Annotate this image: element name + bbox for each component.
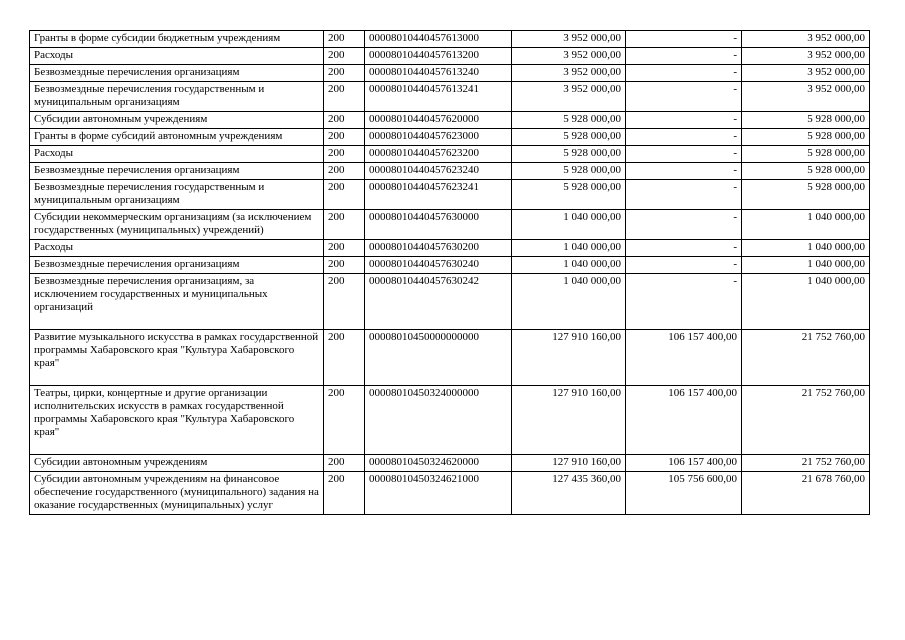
row-approved-cell <box>512 180 626 210</box>
row-remaining-cell <box>742 31 870 48</box>
row-remaining-cell <box>742 82 870 112</box>
row-executed-cell <box>626 65 742 82</box>
row-csr-cell-text: 00008010440457630200 <box>369 241 479 253</box>
row-executed-cell-text: - <box>733 241 737 253</box>
table-row <box>30 210 870 240</box>
row-approved-cell <box>512 386 626 455</box>
row-name-cell-text: Субсидии некоммерческим организациям (за исключением государственных (муниципальных) учреждений) <box>34 211 312 236</box>
row-code-cell <box>324 240 365 257</box>
row-code-cell-text: 200 <box>328 387 345 399</box>
row-remaining-cell-text: 1 040 000,00 <box>807 241 865 253</box>
table-row <box>30 240 870 257</box>
row-csr-cell-text: 00008010440457630000 <box>369 211 479 223</box>
row-approved-cell <box>512 210 626 240</box>
row-executed-cell <box>626 82 742 112</box>
row-remaining-cell <box>742 146 870 163</box>
row-approved-cell <box>512 112 626 129</box>
row-name-cell-text: Расходы <box>34 147 73 159</box>
row-remaining-cell <box>742 386 870 455</box>
row-code-cell-text: 200 <box>328 275 345 287</box>
row-remaining-cell-text: 21 752 760,00 <box>801 387 865 399</box>
row-csr-cell <box>365 210 512 240</box>
row-executed-cell-text: - <box>733 83 737 95</box>
row-executed-cell <box>626 163 742 180</box>
row-name-cell <box>30 274 324 330</box>
row-name-cell <box>30 146 324 163</box>
row-executed-cell <box>626 472 742 515</box>
row-csr-cell <box>365 31 512 48</box>
row-executed-cell <box>626 112 742 129</box>
row-remaining-cell <box>742 257 870 274</box>
row-approved-cell-text: 5 928 000,00 <box>563 147 621 159</box>
row-approved-cell-text: 3 952 000,00 <box>563 32 621 44</box>
row-code-cell-text: 200 <box>328 147 345 159</box>
row-executed-cell-text: 106 157 400,00 <box>668 387 737 399</box>
row-csr-cell <box>365 82 512 112</box>
row-name-cell-text: Субсидии автономным учреждениям на финансовое обеспечение государственного (муниципального) задания на оказание государственных (муниципальных) услуг <box>34 473 319 511</box>
row-executed-cell-text: - <box>733 258 737 270</box>
row-code-cell-text: 200 <box>328 130 345 142</box>
row-remaining-cell <box>742 240 870 257</box>
row-remaining-cell <box>742 65 870 82</box>
row-executed-cell-text: - <box>733 113 737 125</box>
table-row <box>30 31 870 48</box>
row-approved-cell-text: 1 040 000,00 <box>563 241 621 253</box>
table-row <box>30 112 870 129</box>
row-code-cell <box>324 129 365 146</box>
row-name-cell-text: Безвозмездные перечисления организациям <box>34 258 240 270</box>
row-remaining-cell-text: 1 040 000,00 <box>807 258 865 270</box>
row-executed-cell <box>626 129 742 146</box>
row-csr-cell <box>365 180 512 210</box>
row-approved-cell <box>512 472 626 515</box>
row-remaining-cell-text: 21 752 760,00 <box>801 331 865 343</box>
row-remaining-cell-text: 5 928 000,00 <box>807 164 865 176</box>
row-executed-cell-text: 105 756 600,00 <box>668 473 737 485</box>
row-executed-cell <box>626 210 742 240</box>
row-name-cell <box>30 180 324 210</box>
row-approved-cell-text: 127 910 160,00 <box>552 456 621 468</box>
row-code-cell-text: 200 <box>328 66 345 78</box>
row-code-cell-text: 200 <box>328 211 345 223</box>
row-remaining-cell <box>742 48 870 65</box>
row-name-cell <box>30 257 324 274</box>
row-executed-cell <box>626 386 742 455</box>
row-approved-cell-text: 127 910 160,00 <box>552 387 621 399</box>
table-row <box>30 274 870 330</box>
row-csr-cell-text: 00008010440457613200 <box>369 49 479 61</box>
row-approved-cell-text: 3 952 000,00 <box>563 66 621 78</box>
row-code-cell <box>324 472 365 515</box>
row-executed-cell <box>626 330 742 386</box>
row-csr-cell-text: 00008010440457623000 <box>369 130 479 142</box>
row-executed-cell-text: - <box>733 275 737 287</box>
row-name-cell-text: Расходы <box>34 241 73 253</box>
table-row <box>30 65 870 82</box>
row-remaining-cell-text: 3 952 000,00 <box>807 49 865 61</box>
row-executed-cell-text: 106 157 400,00 <box>668 456 737 468</box>
table-row <box>30 129 870 146</box>
row-code-cell <box>324 386 365 455</box>
row-executed-cell-text: - <box>733 147 737 159</box>
row-remaining-cell-text: 5 928 000,00 <box>807 181 865 193</box>
row-approved-cell-text: 1 040 000,00 <box>563 275 621 287</box>
table-row <box>30 48 870 65</box>
row-name-cell <box>30 112 324 129</box>
row-remaining-cell-text: 5 928 000,00 <box>807 130 865 142</box>
row-csr-cell-text: 00008010440457630242 <box>369 275 479 287</box>
row-name-cell <box>30 31 324 48</box>
row-code-cell <box>324 82 365 112</box>
row-code-cell <box>324 180 365 210</box>
row-executed-cell <box>626 274 742 330</box>
row-approved-cell <box>512 129 626 146</box>
row-csr-cell-text: 00008010440457630240 <box>369 258 479 270</box>
row-code-cell <box>324 330 365 386</box>
row-remaining-cell <box>742 274 870 330</box>
row-code-cell-text: 200 <box>328 331 345 343</box>
row-code-cell <box>324 48 365 65</box>
row-name-cell-text: Безвозмездные перечисления организациям <box>34 164 240 176</box>
row-remaining-cell <box>742 210 870 240</box>
row-csr-cell-text: 00008010450000000000 <box>369 331 479 343</box>
row-csr-cell <box>365 257 512 274</box>
row-remaining-cell-text: 1 040 000,00 <box>807 211 865 223</box>
row-remaining-cell-text: 5 928 000,00 <box>807 113 865 125</box>
row-executed-cell <box>626 455 742 472</box>
row-executed-cell-text: - <box>733 66 737 78</box>
row-csr-cell <box>365 48 512 65</box>
row-remaining-cell <box>742 129 870 146</box>
table-row <box>30 386 870 455</box>
row-name-cell-text: Расходы <box>34 49 73 61</box>
row-executed-cell-text: - <box>733 32 737 44</box>
row-csr-cell <box>365 240 512 257</box>
row-approved-cell-text: 1 040 000,00 <box>563 258 621 270</box>
table-row <box>30 257 870 274</box>
row-remaining-cell-text: 21 678 760,00 <box>801 473 865 485</box>
row-executed-cell <box>626 257 742 274</box>
row-csr-cell <box>365 129 512 146</box>
row-name-cell <box>30 386 324 455</box>
row-approved-cell <box>512 163 626 180</box>
row-executed-cell-text: - <box>733 211 737 223</box>
row-csr-cell <box>365 163 512 180</box>
row-csr-cell-text: 00008010440457613240 <box>369 66 479 78</box>
row-approved-cell-text: 5 928 000,00 <box>563 130 621 142</box>
row-code-cell-text: 200 <box>328 258 345 270</box>
row-approved-cell-text: 5 928 000,00 <box>563 181 621 193</box>
row-code-cell <box>324 112 365 129</box>
row-approved-cell <box>512 65 626 82</box>
row-approved-cell <box>512 48 626 65</box>
row-approved-cell-text: 1 040 000,00 <box>563 211 621 223</box>
row-approved-cell-text: 5 928 000,00 <box>563 113 621 125</box>
row-code-cell-text: 200 <box>328 83 345 95</box>
row-remaining-cell-text: 3 952 000,00 <box>807 32 865 44</box>
row-code-cell <box>324 210 365 240</box>
row-code-cell-text: 200 <box>328 113 345 125</box>
row-code-cell <box>324 31 365 48</box>
row-name-cell-text: Субсидии автономным учреждениям <box>34 456 208 468</box>
row-remaining-cell-text: 1 040 000,00 <box>807 275 865 287</box>
row-name-cell-text: Развитие музыкального искусства в рамках государственной программы Хабаровского края "Культура Хабаровского края" <box>34 331 319 369</box>
row-code-cell-text: 200 <box>328 49 345 61</box>
row-name-cell <box>30 210 324 240</box>
row-name-cell <box>30 129 324 146</box>
row-name-cell-text: Субсидии автономным учреждениям <box>34 113 208 125</box>
row-approved-cell <box>512 82 626 112</box>
row-csr-cell <box>365 330 512 386</box>
table-row <box>30 163 870 180</box>
row-name-cell-text: Безвозмездные перечисления государственным и муниципальным организациям <box>34 83 265 108</box>
row-remaining-cell-text: 3 952 000,00 <box>807 66 865 78</box>
row-csr-cell-text: 00008010440457620000 <box>369 113 479 125</box>
row-remaining-cell <box>742 330 870 386</box>
row-name-cell-text: Гранты в форме субсидии бюджетным учреждениям <box>34 32 281 44</box>
row-spacer <box>34 370 319 383</box>
row-remaining-cell-text: 21 752 760,00 <box>801 456 865 468</box>
row-approved-cell <box>512 31 626 48</box>
row-csr-cell <box>365 112 512 129</box>
row-csr-cell-text: 00008010440457613000 <box>369 32 479 44</box>
row-code-cell <box>324 163 365 180</box>
row-name-cell-text: Гранты в форме субсидий автономным учреждениям <box>34 130 283 142</box>
row-approved-cell <box>512 257 626 274</box>
row-approved-cell <box>512 240 626 257</box>
row-name-cell-text: Безвозмездные перечисления организациям, за исключением государственных и муниципальных организаций <box>34 275 268 313</box>
row-code-cell <box>324 65 365 82</box>
row-remaining-cell <box>742 163 870 180</box>
table-row <box>30 330 870 386</box>
row-csr-cell <box>365 146 512 163</box>
row-name-cell <box>30 455 324 472</box>
row-code-cell-text: 200 <box>328 241 345 253</box>
row-code-cell-text: 200 <box>328 164 345 176</box>
row-remaining-cell <box>742 180 870 210</box>
row-name-cell <box>30 65 324 82</box>
row-csr-cell-text: 00008010450324620000 <box>369 456 479 468</box>
row-name-cell <box>30 240 324 257</box>
row-executed-cell-text: - <box>733 164 737 176</box>
row-code-cell-text: 200 <box>328 32 345 44</box>
row-remaining-cell <box>742 455 870 472</box>
row-name-cell-text: Театры, цирки, концертные и другие организации исполнительских искусств в рамках государственной программы Хабаровского края "Культура Хабаровского края" <box>34 387 295 438</box>
table-body <box>30 31 870 515</box>
row-approved-cell <box>512 455 626 472</box>
row-approved-cell-text: 3 952 000,00 <box>563 83 621 95</box>
table-row <box>30 455 870 472</box>
row-name-cell-text: Безвозмездные перечисления организациям <box>34 66 240 78</box>
row-name-cell <box>30 82 324 112</box>
row-approved-cell <box>512 146 626 163</box>
row-csr-cell-text: 00008010450324621000 <box>369 473 479 485</box>
row-code-cell <box>324 257 365 274</box>
row-csr-cell-text: 00008010440457613241 <box>369 83 479 95</box>
row-executed-cell-text: - <box>733 49 737 61</box>
table-row <box>30 146 870 163</box>
row-name-cell <box>30 330 324 386</box>
row-remaining-cell-text: 3 952 000,00 <box>807 83 865 95</box>
row-csr-cell-text: 00008010440457623240 <box>369 164 479 176</box>
row-csr-cell <box>365 455 512 472</box>
row-csr-cell-text: 00008010440457623241 <box>369 181 479 193</box>
row-code-cell-text: 200 <box>328 181 345 193</box>
row-name-cell-text: Безвозмездные перечисления государственным и муниципальным организациям <box>34 181 265 206</box>
row-executed-cell-text: - <box>733 181 737 193</box>
row-code-cell-text: 200 <box>328 473 345 485</box>
row-approved-cell-text: 127 435 360,00 <box>552 473 621 485</box>
row-executed-cell <box>626 180 742 210</box>
row-remaining-cell <box>742 112 870 129</box>
row-approved-cell-text: 3 952 000,00 <box>563 49 621 61</box>
row-spacer <box>34 439 319 452</box>
row-csr-cell <box>365 65 512 82</box>
row-approved-cell-text: 5 928 000,00 <box>563 164 621 176</box>
row-executed-cell <box>626 240 742 257</box>
row-code-cell-text: 200 <box>328 456 345 468</box>
table-row <box>30 472 870 515</box>
row-spacer <box>34 314 319 327</box>
row-csr-cell <box>365 386 512 455</box>
row-remaining-cell <box>742 472 870 515</box>
row-name-cell <box>30 48 324 65</box>
row-approved-cell-text: 127 910 160,00 <box>552 331 621 343</box>
row-executed-cell <box>626 146 742 163</box>
row-executed-cell <box>626 48 742 65</box>
table-row <box>30 82 870 112</box>
row-name-cell <box>30 163 324 180</box>
row-approved-cell <box>512 274 626 330</box>
row-csr-cell-text: 00008010440457623200 <box>369 147 479 159</box>
row-csr-cell <box>365 472 512 515</box>
row-csr-cell-text: 00008010450324000000 <box>369 387 479 399</box>
row-name-cell <box>30 472 324 515</box>
row-executed-cell-text: - <box>733 130 737 142</box>
row-code-cell <box>324 146 365 163</box>
row-executed-cell-text: 106 157 400,00 <box>668 331 737 343</box>
budget-table <box>29 30 870 515</box>
table-row <box>30 180 870 210</box>
row-code-cell <box>324 455 365 472</box>
row-remaining-cell-text: 5 928 000,00 <box>807 147 865 159</box>
row-code-cell <box>324 274 365 330</box>
row-csr-cell <box>365 274 512 330</box>
row-executed-cell <box>626 31 742 48</box>
row-approved-cell <box>512 330 626 386</box>
